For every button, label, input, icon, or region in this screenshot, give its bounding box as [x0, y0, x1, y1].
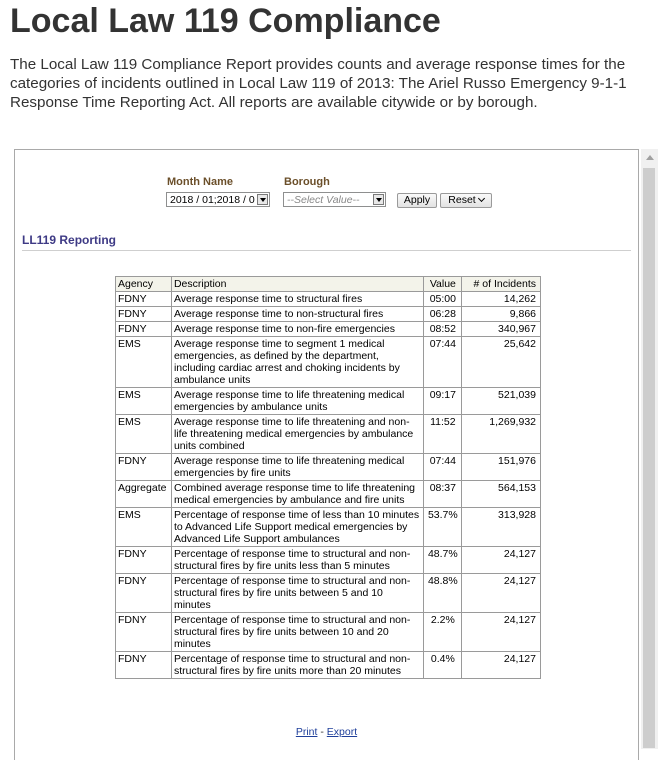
- cell-incidents: 24,127: [462, 652, 541, 679]
- table-row: [116, 322, 541, 337]
- month-name-select[interactable]: [166, 192, 270, 207]
- table-row: [116, 415, 541, 454]
- cell-value: 11:52: [424, 415, 462, 454]
- table-row: [116, 454, 541, 481]
- cell-incidents: 24,127: [462, 574, 541, 613]
- table-row: [116, 292, 541, 307]
- chevron-down-icon[interactable]: [257, 194, 268, 205]
- cell-description: Average response time to life threatening medical emergencies by fire units: [171, 454, 423, 481]
- cell-value: 07:44: [424, 337, 462, 388]
- cell-value: 05:00: [424, 292, 462, 307]
- borough-label: Borough: [284, 176, 330, 188]
- link-separator: -: [320, 726, 324, 738]
- borough-select[interactable]: [283, 192, 386, 207]
- cell-value: 48.7%: [424, 547, 462, 574]
- table-row: [116, 307, 541, 322]
- table-row: [116, 547, 541, 574]
- table-row: [116, 388, 541, 415]
- cell-incidents: 151,976: [462, 454, 541, 481]
- cell-value: 08:52: [424, 322, 462, 337]
- cell-description: Average response time to structural fires: [171, 292, 423, 307]
- page-title: Local Law 119 Compliance: [10, 2, 441, 40]
- export-link[interactable]: Export: [326, 726, 358, 738]
- column-header-incidents: # of Incidents: [462, 277, 541, 292]
- cell-description: Percentage of response time of less than 10 minutes to Advanced Life Support medical emergencies by Advanced Life Support ambulances: [171, 508, 423, 547]
- cell-description: Average response time to life threatening and non-life threatening medical emergencies by ambulance units combined: [171, 415, 423, 454]
- apply-button[interactable]: Apply: [397, 193, 437, 208]
- column-header-description: Description: [171, 277, 423, 292]
- cell-incidents: 340,967: [462, 322, 541, 337]
- reset-button[interactable]: [440, 193, 492, 208]
- cell-description: Percentage of response time to structural and non-structural fires by fire units more than 20 minutes: [171, 652, 423, 679]
- cell-description: Combined average response time to life threatening medical emergencies by ambulance and fire units: [171, 481, 423, 508]
- print-link[interactable]: Print: [295, 726, 318, 738]
- chevron-down-icon: [478, 195, 485, 202]
- cell-description: Average response time to life threatening medical emergencies by ambulance units: [171, 388, 423, 415]
- cell-value: 09:17: [424, 388, 462, 415]
- borough-placeholder: --Select Value--: [287, 194, 360, 206]
- cell-agency: EMS: [116, 388, 172, 415]
- table-row: [116, 574, 541, 613]
- table-row: [116, 652, 541, 679]
- cell-agency: EMS: [116, 337, 172, 388]
- chevron-up-icon: [646, 155, 654, 160]
- month-name-label: Month Name: [167, 176, 233, 188]
- scroll-thumb[interactable]: [643, 168, 655, 748]
- vertical-scrollbar[interactable]: [641, 149, 658, 749]
- cell-value: 48.8%: [424, 574, 462, 613]
- cell-incidents: 24,127: [462, 547, 541, 574]
- cell-agency: FDNY: [116, 574, 172, 613]
- cell-agency: Aggregate: [116, 481, 172, 508]
- cell-incidents: 313,928: [462, 508, 541, 547]
- cell-value: 2.2%: [424, 613, 462, 652]
- table-row: [116, 481, 541, 508]
- page-intro: The Local Law 119 Compliance Report provides counts and average response times for the categories of incidents outlined in Local Law 119 of 2013: The Ariel Russo Emergency 9-1-1 Response Time Reporting Act. All reports are available citywide or by borough.: [10, 56, 627, 111]
- table-row: [116, 508, 541, 547]
- cell-agency: FDNY: [116, 547, 172, 574]
- cell-value: 53.7%: [424, 508, 462, 547]
- cell-agency: FDNY: [116, 652, 172, 679]
- cell-value: 06:28: [424, 307, 462, 322]
- section-divider: [22, 250, 631, 251]
- cell-incidents: 24,127: [462, 613, 541, 652]
- cell-agency: FDNY: [116, 307, 172, 322]
- month-name-value: 2018 / 01;2018 / 0: [170, 194, 255, 206]
- cell-agency: EMS: [116, 508, 172, 547]
- column-header-agency: Agency: [116, 277, 172, 292]
- cell-incidents: 25,642: [462, 337, 541, 388]
- cell-agency: FDNY: [116, 454, 172, 481]
- cell-agency: FDNY: [116, 613, 172, 652]
- report-frame: [14, 149, 639, 760]
- cell-incidents: 521,039: [462, 388, 541, 415]
- cell-description: Average response time to non-fire emergencies: [171, 322, 423, 337]
- cell-description: Average response time to non-structural fires: [171, 307, 423, 322]
- table-row: [116, 613, 541, 652]
- cell-description: Percentage of response time to structural and non-structural fires by fire units less than 5 minutes: [171, 547, 423, 574]
- cell-agency: FDNY: [116, 292, 172, 307]
- cell-value: 0.4%: [424, 652, 462, 679]
- cell-value: 07:44: [424, 454, 462, 481]
- report-table: [115, 276, 541, 679]
- cell-description: Percentage of response time to structural and non-structural fires by fire units between 10 and 20 minutes: [171, 613, 423, 652]
- reset-label: Reset: [448, 194, 476, 206]
- cell-incidents: 9,866: [462, 307, 541, 322]
- cell-description: Average response time to segment 1 medical emergencies, as defined by the department, including cardiac arrest and choking incidents by ambulance units: [171, 337, 423, 388]
- table-header-row: [116, 277, 541, 292]
- cell-incidents: 14,262: [462, 292, 541, 307]
- section-title: LL119 Reporting: [22, 233, 117, 247]
- footer-links: [15, 726, 638, 738]
- cell-value: 08:37: [424, 481, 462, 508]
- cell-incidents: 564,153: [462, 481, 541, 508]
- cell-incidents: 1,269,932: [462, 415, 541, 454]
- cell-agency: EMS: [116, 415, 172, 454]
- scroll-up-button[interactable]: [641, 149, 658, 166]
- column-header-value: Value: [424, 277, 462, 292]
- chevron-down-icon[interactable]: [373, 194, 384, 205]
- cell-description: Percentage of response time to structural and non-structural fires by fire units between 5 and 10 minutes: [171, 574, 423, 613]
- table-row: [116, 337, 541, 388]
- cell-agency: FDNY: [116, 322, 172, 337]
